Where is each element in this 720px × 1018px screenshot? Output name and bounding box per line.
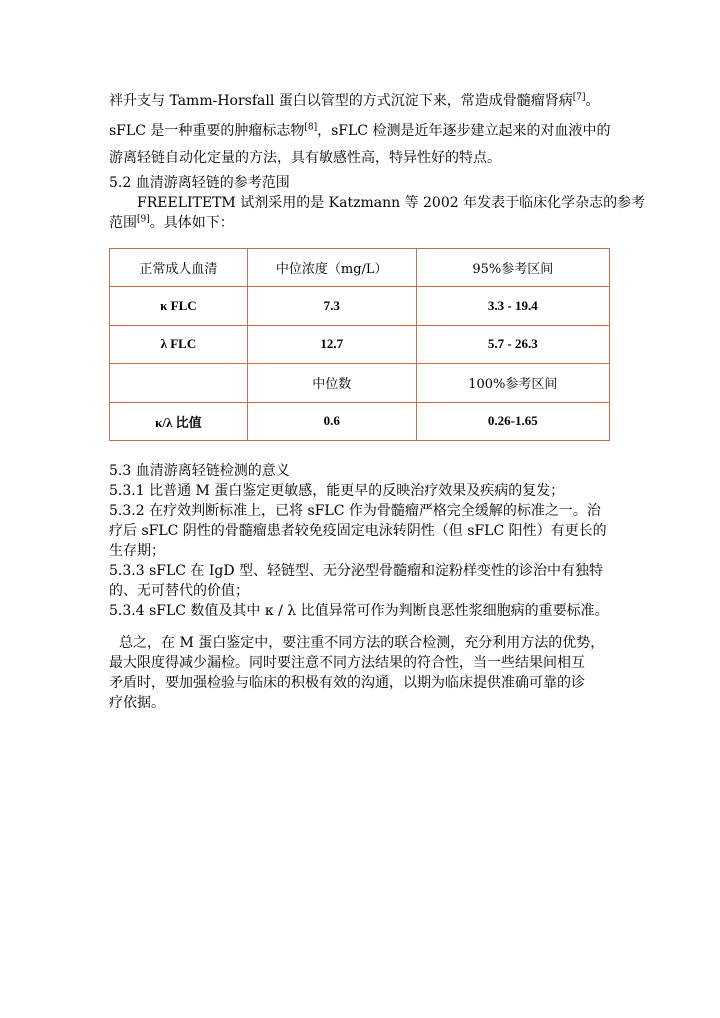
table-cell: 95%参考区间 <box>416 249 609 287</box>
text-run: 。 <box>585 93 600 109</box>
table-cell: 0.26-1.65 <box>416 402 609 440</box>
table-cell <box>110 364 248 402</box>
table-row <box>110 287 610 325</box>
list-item-continuation: 的、无可替代的价值； <box>109 583 249 599</box>
list-item-continuation: 生存期； <box>109 543 165 559</box>
section-heading-5-3: 5.3 血清游离轻链检测的意义 <box>109 463 290 479</box>
text-run: sFLC 是一种重要的肿瘤标志物 <box>109 123 305 139</box>
section-heading-5-2: 5.2 血清游离轻链的参考范围 <box>109 175 290 191</box>
table-cell: 正常成人血清 <box>110 249 248 287</box>
table-cell: 7.3 <box>247 287 416 325</box>
list-item: 5.3.2 在疗效判断标准上，已将 sFLC 作为骨髓瘤严格完全缓解的标准之一。治 <box>109 503 601 519</box>
citation: [7] <box>572 92 586 103</box>
paragraph-line: FREELITETM 试剂采用的是 Katzmann 等 2002 年发表于临床化学杂志的参考 <box>137 195 646 211</box>
table-cell: κ/λ 比值 <box>110 402 248 440</box>
table-cell: λ FLC <box>110 325 248 363</box>
table-cell: 3.3 - 19.4 <box>416 287 609 325</box>
text-run: ，sFLC 检测是近年逐步建立起来的对血液中的 <box>317 123 611 139</box>
text-run: 。具体如下： <box>149 215 234 231</box>
text-run: 袢升支与 Tamm-Horsfall 蛋白以管型的方式沉淀下来，常造成骨髓瘤肾病 <box>109 93 573 109</box>
list-item: 5.3.4 sFLC 数值及其中 κ / λ 比值异常可作为判断良恶性浆细胞病的重要标准。 <box>109 603 609 619</box>
table-cell: 中位浓度（mg/L） <box>247 249 416 287</box>
citation: [9] <box>137 214 150 225</box>
table-cell: 12.7 <box>247 325 416 363</box>
list-item-continuation: 疗后 sFLC 阴性的骨髓瘤患者较免疫固定电泳转阴性（但 sFLC 阳性）有更长的 <box>109 523 607 539</box>
paragraph-line <box>109 120 629 142</box>
table-cell: κ FLC <box>110 287 248 325</box>
paragraph-line <box>109 90 629 112</box>
table-row <box>110 249 610 287</box>
table-row <box>110 402 610 440</box>
summary-line: 矛盾时，要加强检验与临床的积极有效的沟通，以期为临床提供准确可靠的诊 <box>109 675 585 691</box>
summary-line: 疗依据。 <box>109 695 165 711</box>
paragraph-line <box>109 212 629 234</box>
paragraph-line: 游离轻链自动化定量的方法，具有敏感性高，特异性好的特点。 <box>109 150 501 166</box>
table-cell: 5.7 - 26.3 <box>416 325 609 363</box>
text-run: 范围 <box>109 215 137 231</box>
table-row <box>110 364 610 402</box>
table-row <box>110 325 610 363</box>
list-item: 5.3.3 sFLC 在 IgD 型、轻链型、无分泌型骨髓瘤和淀粉样变性的诊治中有独特 <box>109 563 604 579</box>
table-cell: 中位数 <box>247 364 416 402</box>
reference-range-table <box>109 248 610 441</box>
summary-line: 总之，在 M 蛋白鉴定中，要注重不同方法的联合检测，充分利用方法的优势， <box>119 635 605 651</box>
list-item: 5.3.1 比普通 M 蛋白鉴定更敏感，能更早的反映治疗效果及疾病的复发； <box>109 483 565 499</box>
table-cell: 100%参考区间 <box>416 364 609 402</box>
summary-line: 最大限度得减少漏检。同时要注意不同方法结果的符合性，当一些结果间相互 <box>109 655 585 671</box>
table-cell: 0.6 <box>247 402 416 440</box>
citation: [8] <box>304 122 318 133</box>
